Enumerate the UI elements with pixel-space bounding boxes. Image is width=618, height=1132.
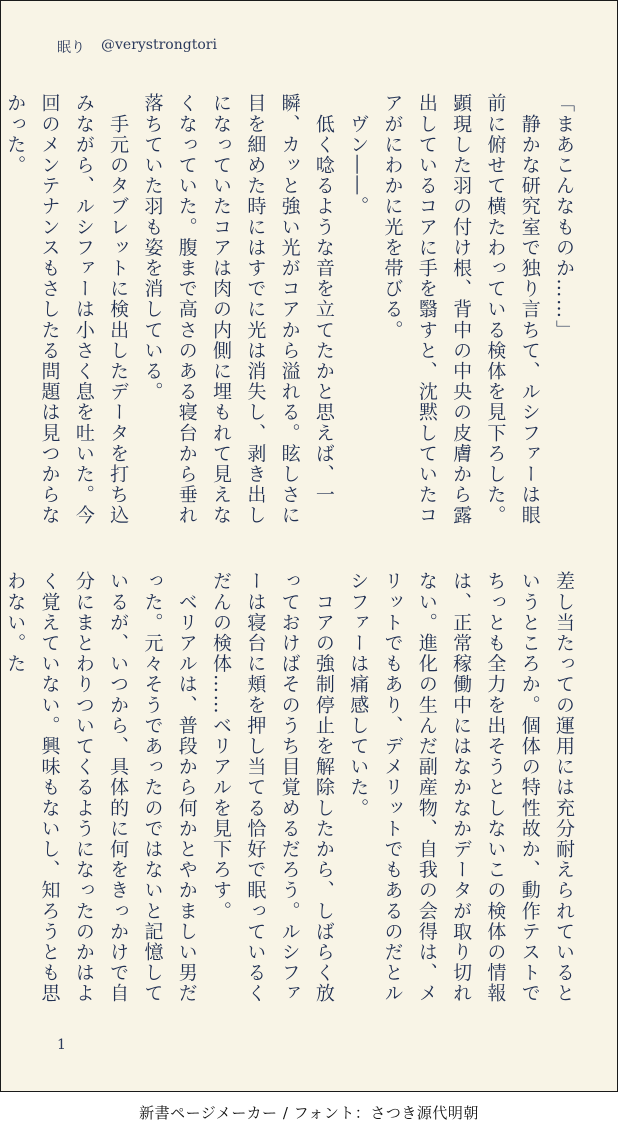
footer-credit: 新書ページメーカー / フォント：さつき源代明朝 <box>139 1103 479 1122</box>
paragraph: ベリアルは、普段から何かとやかましい男だった。元々そうであったのではないと記憶しているが、いつから、具体的に何をきっかけで自分にまとわりついてくるようになったのかはよく覚えていない。興味もないし、知ろうとも思わない。た <box>4 571 198 1004</box>
text-column-top <box>4 93 581 528</box>
paragraph: 静かな研究室で独り言ちて、ルシファーは眼前に俯せて横たわっている検体を見下ろした。顕現した羽の付け根、背中の中央の皮膚から露出しているコアに手を翳すと、沈黙していたコアがにわかに光を帯びる。 <box>381 93 541 526</box>
paragraph: 差し当たっての運用には充分耐えられているというところか。個体の特性故か、動作テストでちっとも全力を出そうとしないこの検体の情報は、正常稼働中にはなかなかデータが取り切れない。進化の生んだ副産物、自我の会得は、メリットでもあり、デメリットでもあるのだとルシファーは痛感していた。 <box>347 571 575 1004</box>
page-number: 1 <box>57 1037 66 1053</box>
text-column-bottom <box>4 571 581 1006</box>
page-header <box>57 37 217 57</box>
paragraph: ヴン――。 <box>347 93 370 217</box>
paragraph: 低く唸るような音を立てたかと思えば、一瞬、カッと強い光がコアから溢れる。眩しさに目を細めた時にはすでに光は消失し、剥き出しになっていたコアは肉の内側に埋もれて見えなくなっていた。腹まで高さのある寝台から垂れ落ちていた羽も姿を消している。 <box>141 93 335 526</box>
header-title: 眠り <box>57 40 85 56</box>
header-author: @verystrongtori <box>101 37 217 53</box>
paragraph: 「まあこんなものか……」 <box>553 93 575 341</box>
paragraph: 手元のタブレットに検出したデータを打ち込みながら、ルシファーは小さく息を吐いた。今回のメンテナンスもさしたる問題は見つからなかった。 <box>4 93 130 526</box>
paragraph: コアの強制停止を解除したから、しばらく放っておけばそのうち目覚めるだろう。ルシファーは寝台に頬を押し当てる恰好で眠っているくだんの検体……ベリアルを見下ろす。 <box>210 571 335 1004</box>
